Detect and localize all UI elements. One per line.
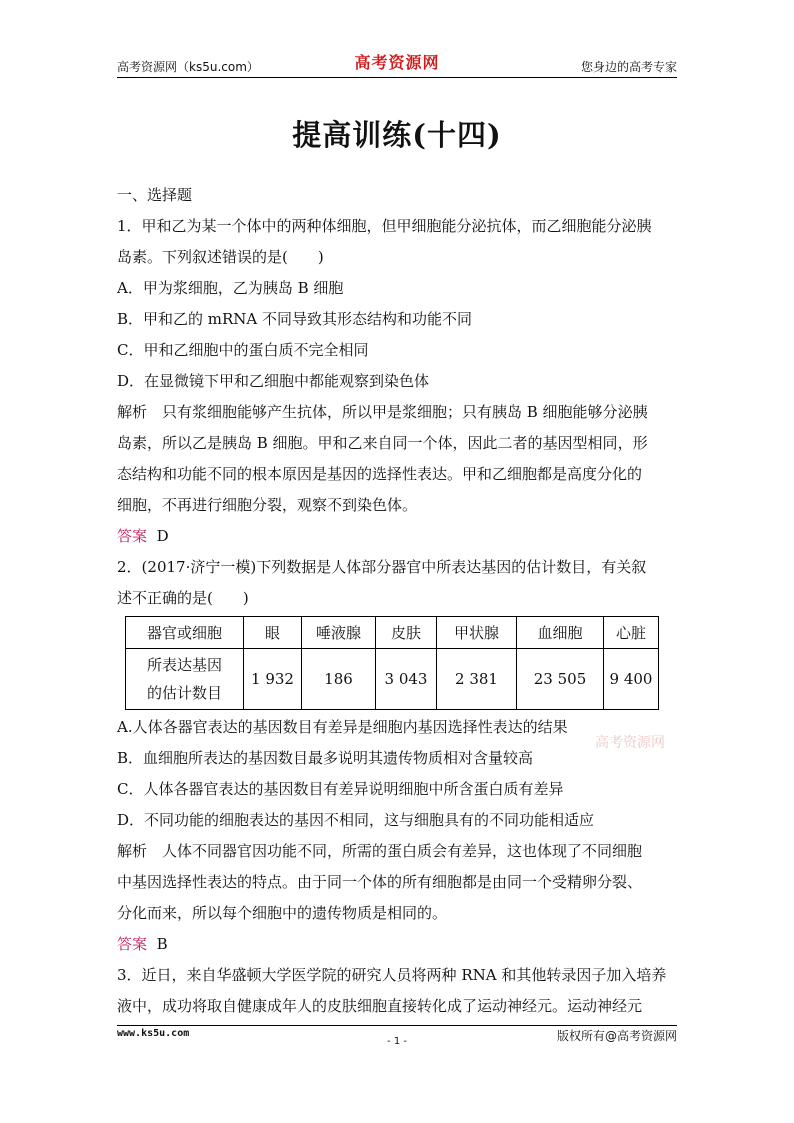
q2-option-c: C．人体各器官表达的基因数目有差异说明细胞中所含蛋白质有差异 (117, 780, 564, 798)
table-cell: 2 381 (437, 649, 517, 710)
q2-analysis-line: 中基因选择性表达的特点。由于同一个体的所有细胞都是由同一个受精卵分裂、 (117, 873, 643, 891)
q1-analysis-line: 岛素，所以乙是胰岛 B 细胞。甲和乙来自同一个体，因此二者的基因型相同，形 (117, 434, 648, 452)
q1-analysis-line: 态结构和功能不同的根本原因是基因的选择性表达。甲和乙细胞都是高度分化的 (117, 465, 643, 483)
header-source: 高考资源网（ks5u.com） (117, 60, 259, 74)
table-header-cell: 心脏 (604, 617, 659, 649)
q2-analysis-line: 解析 人体不同器官因功能不同，所需的蛋白质会有差异，这也体现了不同细胞 (117, 842, 643, 860)
table-header-cell: 眼 (244, 617, 302, 649)
q3-stem-line: 液中，成功将取自健康成年人的皮肤细胞直接转化成了运动神经元。运动神经元 (117, 997, 643, 1015)
q2-option-a: A.人体各器官表达的基因数目有差异是细胞内基因选择性表达的结果 (117, 718, 568, 736)
table-row-label (126, 649, 244, 710)
table-header-cell: 器官或细胞 (126, 617, 244, 649)
table-row (126, 649, 659, 710)
table-cell: 186 (302, 649, 376, 710)
q2-stem-line: 述不正确的是( ) (117, 589, 249, 607)
q1-stem-line: 岛素。下列叙述错误的是( ) (117, 248, 324, 266)
page-number: - 1 - (387, 1036, 407, 1047)
q1-option-b: B．甲和乙的 mRNA 不同导致其形态结构和功能不同 (117, 310, 473, 328)
footer-website: www.ks5u.com (117, 1028, 190, 1039)
answer-label: 答案 (117, 527, 148, 545)
table-header-cell: 甲状腺 (437, 617, 517, 649)
table-header-cell: 血细胞 (517, 617, 604, 649)
table-header-row (126, 617, 659, 649)
table-cell: 23 505 (517, 649, 604, 710)
q1-analysis-line: 解析 只有浆细胞能够产生抗体，所以甲是浆细胞；只有胰岛 B 细胞能够分泌胰 (117, 403, 648, 421)
page-header (117, 50, 677, 76)
row-label-line: 所表达基因 (146, 656, 222, 674)
page-title: 提高训练(十四) (292, 118, 502, 152)
footer-divider (117, 1025, 677, 1026)
table-cell: 3 043 (376, 649, 437, 710)
table-header-cell: 皮肤 (376, 617, 437, 649)
answer-value: D (156, 527, 169, 545)
q2-analysis-line: 分化而来，所以每个细胞中的遗传物质是相同的。 (117, 904, 448, 922)
answer-label: 答案 (117, 935, 148, 953)
gene-count-table (125, 616, 659, 710)
q2-stem-line: 2．(2017·济宁一模)下列数据是人体部分器官中所表达基因的估计数目，有关叙 (117, 558, 647, 576)
q1-option-d: D．在显微镜下甲和乙细胞中都能观察到染色体 (117, 372, 430, 390)
header-divider (117, 77, 677, 78)
q3-stem-line: 3．近日，来自华盛顿大学医学院的研究人员将两种 RNA 和其他转录因子加入培养 (117, 966, 667, 984)
header-logo: 高考资源网 (354, 53, 440, 72)
table-cell: 1 932 (244, 649, 302, 710)
section-heading: 一、选择题 (117, 186, 193, 204)
document-body (117, 180, 677, 1022)
footer-copyright: 版权所有@高考资源网 (556, 1029, 677, 1043)
q2-option-d: D．不同功能的细胞表达的基因不相同，这与细胞具有的不同功能相适应 (117, 811, 595, 829)
answer-value: B (156, 935, 168, 953)
q1-stem-line: 1．甲和乙为某一个体中的两种体细胞，但甲细胞能分泌抗体，而乙细胞能分泌胰 (117, 217, 652, 235)
table-header-cell: 唾液腺 (302, 617, 376, 649)
q2-answer (117, 929, 677, 960)
q1-analysis-line: 细胞，不再进行细胞分裂，观察不到染色体。 (117, 496, 418, 514)
q1-option-a: A．甲为浆细胞，乙为胰岛 B 细胞 (117, 279, 344, 297)
row-label-line: 的估计数目 (146, 684, 222, 702)
table-cell: 9 400 (604, 649, 659, 710)
q1-answer (117, 521, 677, 552)
q1-option-c: C．甲和乙细胞中的蛋白质不完全相同 (117, 341, 369, 359)
q2-option-b: B．血细胞所表达的基因数目最多说明其遗传物质相对含量较高 (117, 749, 534, 767)
header-slogan: 您身边的高考专家 (580, 60, 677, 74)
watermark: 高考资源网 (595, 735, 665, 751)
